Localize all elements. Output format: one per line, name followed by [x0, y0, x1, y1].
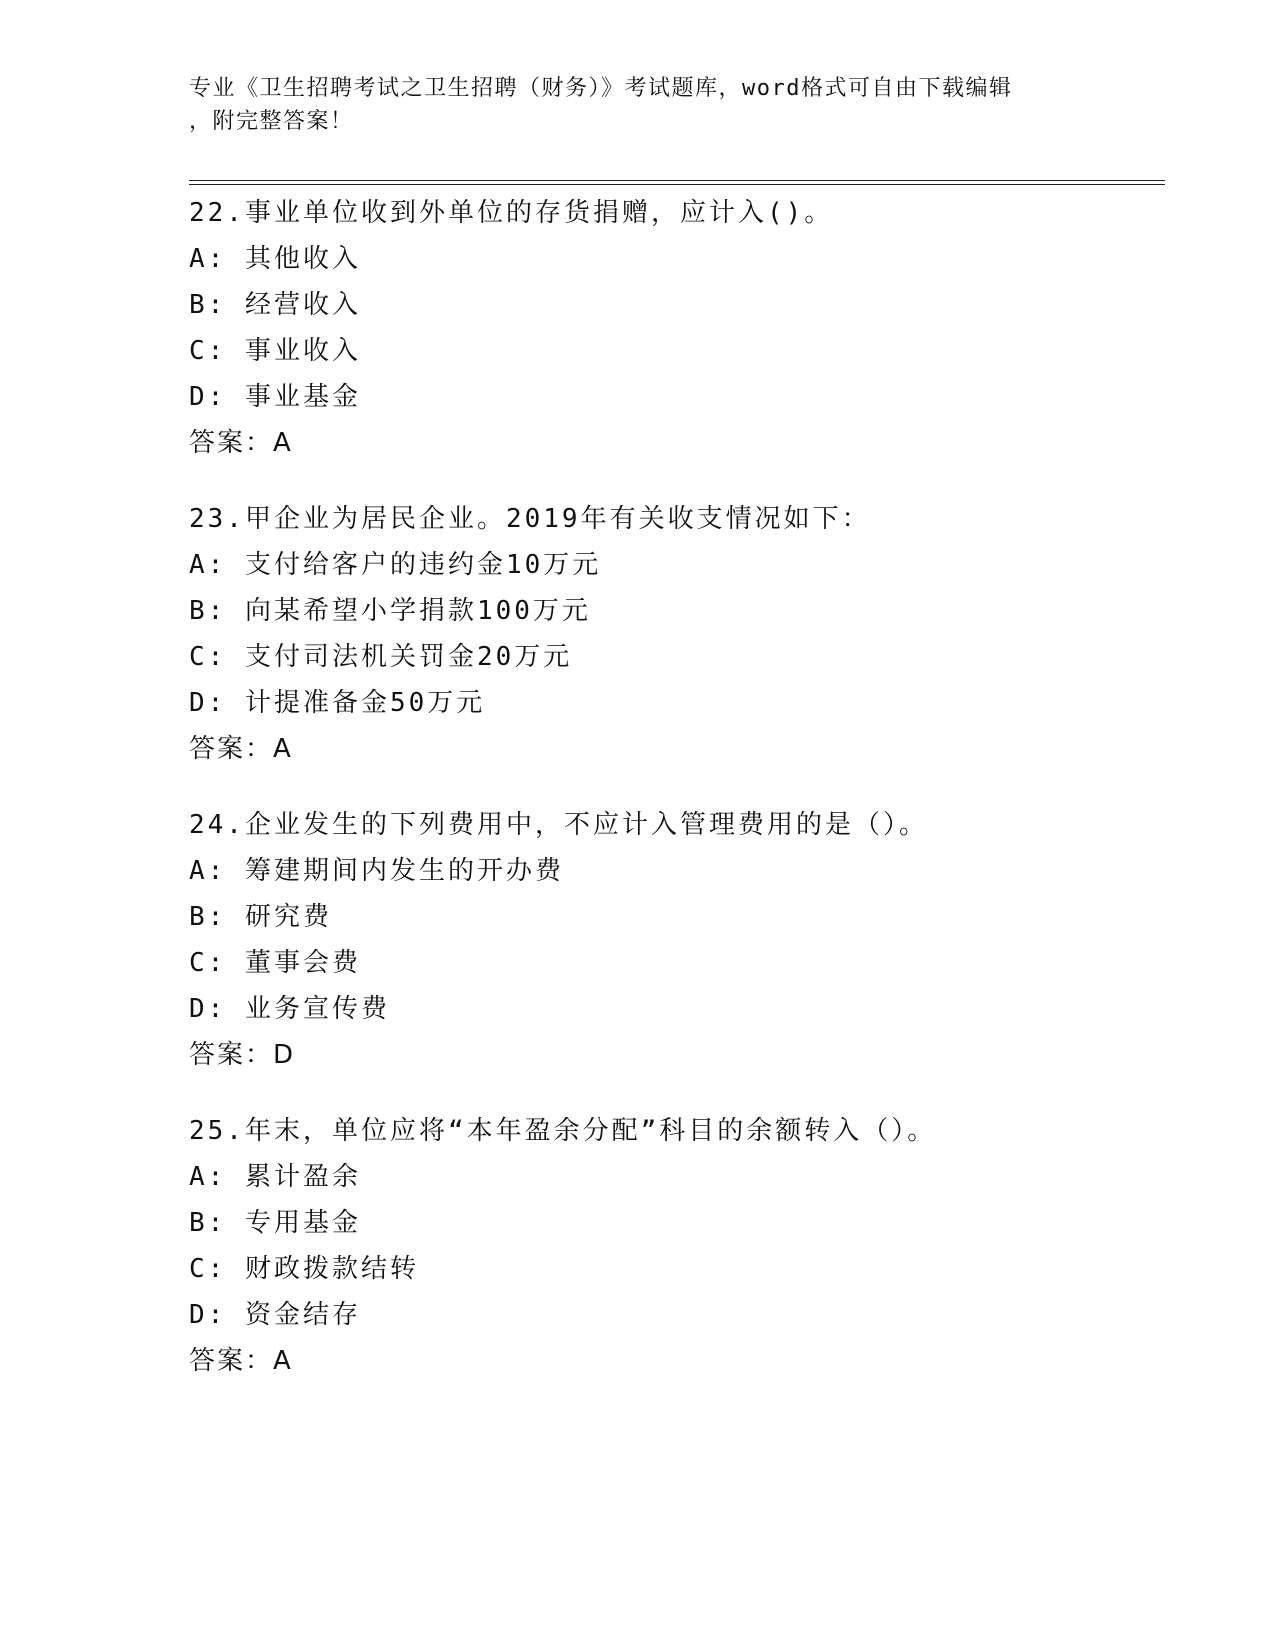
question-item — [189, 1108, 1165, 1384]
option-b: B: 研究费 — [189, 902, 332, 932]
document-header — [189, 72, 1089, 138]
option-a: A: 筹建期间内发生的开办费 — [189, 856, 564, 886]
answer-line: 答案：D — [189, 1040, 296, 1070]
option-d: D: 计提准备金50万元 — [189, 688, 486, 718]
option-c: C: 财政拨款结转 — [189, 1254, 419, 1284]
question-stem: 22.事业单位收到外单位的存货捐赠，应计入()。 — [189, 198, 834, 228]
option-d: D: 资金结存 — [189, 1300, 361, 1330]
question-stem: 25.年末，单位应将“本年盈余分配”科目的余额转入（）。 — [189, 1116, 937, 1146]
header-line-2: ，附完整答案！ — [189, 109, 354, 134]
option-d: D: 业务宣传费 — [189, 994, 390, 1024]
option-b: B: 经营收入 — [189, 290, 361, 320]
question-item — [189, 190, 1165, 466]
option-c: C: 董事会费 — [189, 948, 361, 978]
question-stem: 23.甲企业为居民企业。2019年有关收支情况如下： — [189, 504, 871, 534]
option-b: B: 向某希望小学捐款100万元 — [189, 596, 591, 626]
question-list — [189, 190, 1165, 1414]
option-b: B: 专用基金 — [189, 1208, 361, 1238]
option-a: A: 其他收入 — [189, 244, 361, 274]
option-a: A: 支付给客户的违约金10万元 — [189, 550, 602, 580]
answer-line: 答案：A — [189, 428, 293, 458]
option-c: C: 支付司法机关罚金20万元 — [189, 642, 573, 672]
header-line-1: 专业《卫生招聘考试之卫生招聘（财务）》考试题库，word格式可自由下载编辑 — [189, 76, 1013, 101]
option-d: D: 事业基金 — [189, 382, 361, 412]
question-item — [189, 496, 1165, 772]
option-a: A: 累计盈余 — [189, 1162, 361, 1192]
header-divider — [189, 180, 1165, 185]
question-item — [189, 802, 1165, 1078]
option-c: C: 事业收入 — [189, 336, 361, 366]
question-stem: 24.企业发生的下列费用中，不应计入管理费用的是（）。 — [189, 810, 928, 840]
answer-line: 答案：A — [189, 734, 293, 764]
answer-line: 答案：A — [189, 1346, 293, 1376]
